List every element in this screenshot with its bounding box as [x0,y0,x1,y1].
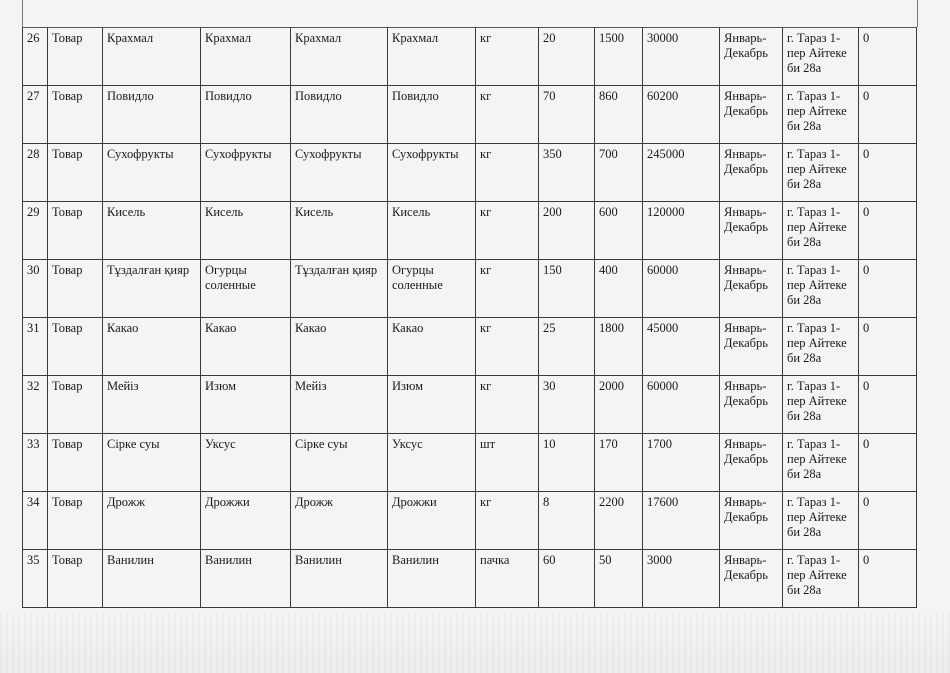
cell-name-ru: Повидло [201,86,291,144]
cell-num: 32 [23,376,48,434]
cell-total: 245000 [643,144,720,202]
cell-price: 1800 [595,318,643,376]
table-row [23,318,917,376]
table-row [23,550,917,608]
cell-period: Январь-Декабрь [720,144,783,202]
cell-total: 3000 [643,550,720,608]
table-row [23,28,917,86]
cell-name-ru: Крахмал [201,28,291,86]
cell-address: г. Тараз 1-пер Айтеке би 28а [783,260,859,318]
cell-num: 31 [23,318,48,376]
cell-type: Товар [48,492,103,550]
cell-qty: 150 [539,260,595,318]
cell-name-ru: Кисель [201,202,291,260]
cell-type: Товар [48,318,103,376]
cell-type: Товар [48,86,103,144]
cell-desc-ru: Изюм [388,376,476,434]
cell-name-kz: Повидло [103,86,201,144]
cell-unit: кг [476,318,539,376]
cell-advance: 0 [859,144,917,202]
cell-address: г. Тараз 1-пер Айтеке би 28а [783,318,859,376]
cell-name-kz: Кисель [103,202,201,260]
cell-period: Январь-Декабрь [720,318,783,376]
cell-total: 60000 [643,376,720,434]
cell-address: г. Тараз 1-пер Айтеке би 28а [783,550,859,608]
cell-advance: 0 [859,376,917,434]
cell-desc-kz: Сірке суы [291,434,388,492]
cell-desc-kz: Тұздалған қияр [291,260,388,318]
cell-total: 30000 [643,28,720,86]
cell-type: Товар [48,28,103,86]
table-row [23,376,917,434]
cell-unit: кг [476,202,539,260]
cell-type: Товар [48,144,103,202]
table-row [23,492,917,550]
cell-period: Январь-Декабрь [720,260,783,318]
cell-price: 1500 [595,28,643,86]
cell-total: 1700 [643,434,720,492]
cell-advance: 0 [859,434,917,492]
cell-qty: 25 [539,318,595,376]
cell-price: 600 [595,202,643,260]
cell-num: 33 [23,434,48,492]
cell-name-kz: Какао [103,318,201,376]
cell-desc-kz: Дрожж [291,492,388,550]
cell-total: 45000 [643,318,720,376]
cell-total: 60000 [643,260,720,318]
cell-name-kz: Крахмал [103,28,201,86]
cell-address: г. Тараз 1-пер Айтеке би 28а [783,434,859,492]
cell-type: Товар [48,550,103,608]
cell-qty: 20 [539,28,595,86]
cell-qty: 10 [539,434,595,492]
cell-num: 29 [23,202,48,260]
cell-qty: 8 [539,492,595,550]
table-row [23,260,917,318]
cell-price: 700 [595,144,643,202]
cell-num: 26 [23,28,48,86]
cell-desc-kz: Ванилин [291,550,388,608]
procurement-table [22,27,917,608]
cell-desc-ru: Крахмал [388,28,476,86]
cell-name-ru: Сухофрукты [201,144,291,202]
cell-name-ru: Какао [201,318,291,376]
cell-advance: 0 [859,492,917,550]
cell-qty: 30 [539,376,595,434]
cell-advance: 0 [859,318,917,376]
cell-period: Январь-Декабрь [720,86,783,144]
cell-address: г. Тараз 1-пер Айтеке би 28а [783,202,859,260]
cell-desc-kz: Повидло [291,86,388,144]
cell-name-ru: Ванилин [201,550,291,608]
cell-price: 2000 [595,376,643,434]
cell-qty: 60 [539,550,595,608]
cell-name-ru: Огурцы соленные [201,260,291,318]
cell-type: Товар [48,434,103,492]
cell-unit: кг [476,144,539,202]
cell-period: Январь-Декабрь [720,376,783,434]
cell-name-ru: Дрожжи [201,492,291,550]
cell-desc-kz: Крахмал [291,28,388,86]
cell-desc-kz: Мейіз [291,376,388,434]
cell-desc-ru: Какао [388,318,476,376]
cell-advance: 0 [859,28,917,86]
cell-qty: 200 [539,202,595,260]
cell-desc-ru: Кисель [388,202,476,260]
cell-desc-kz: Кисель [291,202,388,260]
cell-advance: 0 [859,550,917,608]
cell-address: г. Тараз 1-пер Айтеке би 28а [783,144,859,202]
cell-desc-ru: Уксус [388,434,476,492]
cell-total: 17600 [643,492,720,550]
cell-name-kz: Сухофрукты [103,144,201,202]
cell-qty: 70 [539,86,595,144]
cell-num: 28 [23,144,48,202]
cell-unit: пачка [476,550,539,608]
cell-num: 34 [23,492,48,550]
cell-price: 2200 [595,492,643,550]
cell-name-kz: Тұздалған қияр [103,260,201,318]
table-row [23,86,917,144]
cell-advance: 0 [859,202,917,260]
cell-desc-kz: Какао [291,318,388,376]
cell-name-kz: Дрожж [103,492,201,550]
cell-unit: шт [476,434,539,492]
cell-type: Товар [48,260,103,318]
cell-name-kz: Ванилин [103,550,201,608]
cell-price: 170 [595,434,643,492]
cell-period: Январь-Декабрь [720,492,783,550]
cell-name-ru: Уксус [201,434,291,492]
cell-desc-ru: Огурцы соленные [388,260,476,318]
cell-name-ru: Изюм [201,376,291,434]
cell-num: 30 [23,260,48,318]
cell-address: г. Тараз 1-пер Айтеке би 28а [783,28,859,86]
cell-type: Товар [48,376,103,434]
cell-unit: кг [476,28,539,86]
cell-unit: кг [476,86,539,144]
cell-price: 860 [595,86,643,144]
cell-total: 60200 [643,86,720,144]
cell-period: Январь-Декабрь [720,28,783,86]
cell-num: 27 [23,86,48,144]
cell-qty: 350 [539,144,595,202]
cell-desc-ru: Ванилин [388,550,476,608]
cell-unit: кг [476,260,539,318]
cell-price: 50 [595,550,643,608]
cell-total: 120000 [643,202,720,260]
cell-num: 35 [23,550,48,608]
cell-type: Товар [48,202,103,260]
cell-desc-ru: Повидло [388,86,476,144]
cell-address: г. Тараз 1-пер Айтеке би 28а [783,376,859,434]
table-row [23,434,917,492]
cell-advance: 0 [859,86,917,144]
cell-unit: кг [476,492,539,550]
cell-desc-kz: Сухофрукты [291,144,388,202]
table-row [23,144,917,202]
cell-address: г. Тараз 1-пер Айтеке би 28а [783,492,859,550]
cell-period: Январь-Декабрь [720,434,783,492]
scan-artifact [0,613,950,673]
table-body [23,28,917,608]
table-row [23,202,917,260]
table-top-edge [22,0,918,27]
cell-price: 400 [595,260,643,318]
cell-period: Январь-Декабрь [720,202,783,260]
cell-name-kz: Сірке суы [103,434,201,492]
cell-desc-ru: Дрожжи [388,492,476,550]
cell-name-kz: Мейіз [103,376,201,434]
cell-desc-ru: Сухофрукты [388,144,476,202]
cell-unit: кг [476,376,539,434]
cell-advance: 0 [859,260,917,318]
cell-address: г. Тараз 1-пер Айтеке би 28а [783,86,859,144]
cell-period: Январь-Декабрь [720,550,783,608]
